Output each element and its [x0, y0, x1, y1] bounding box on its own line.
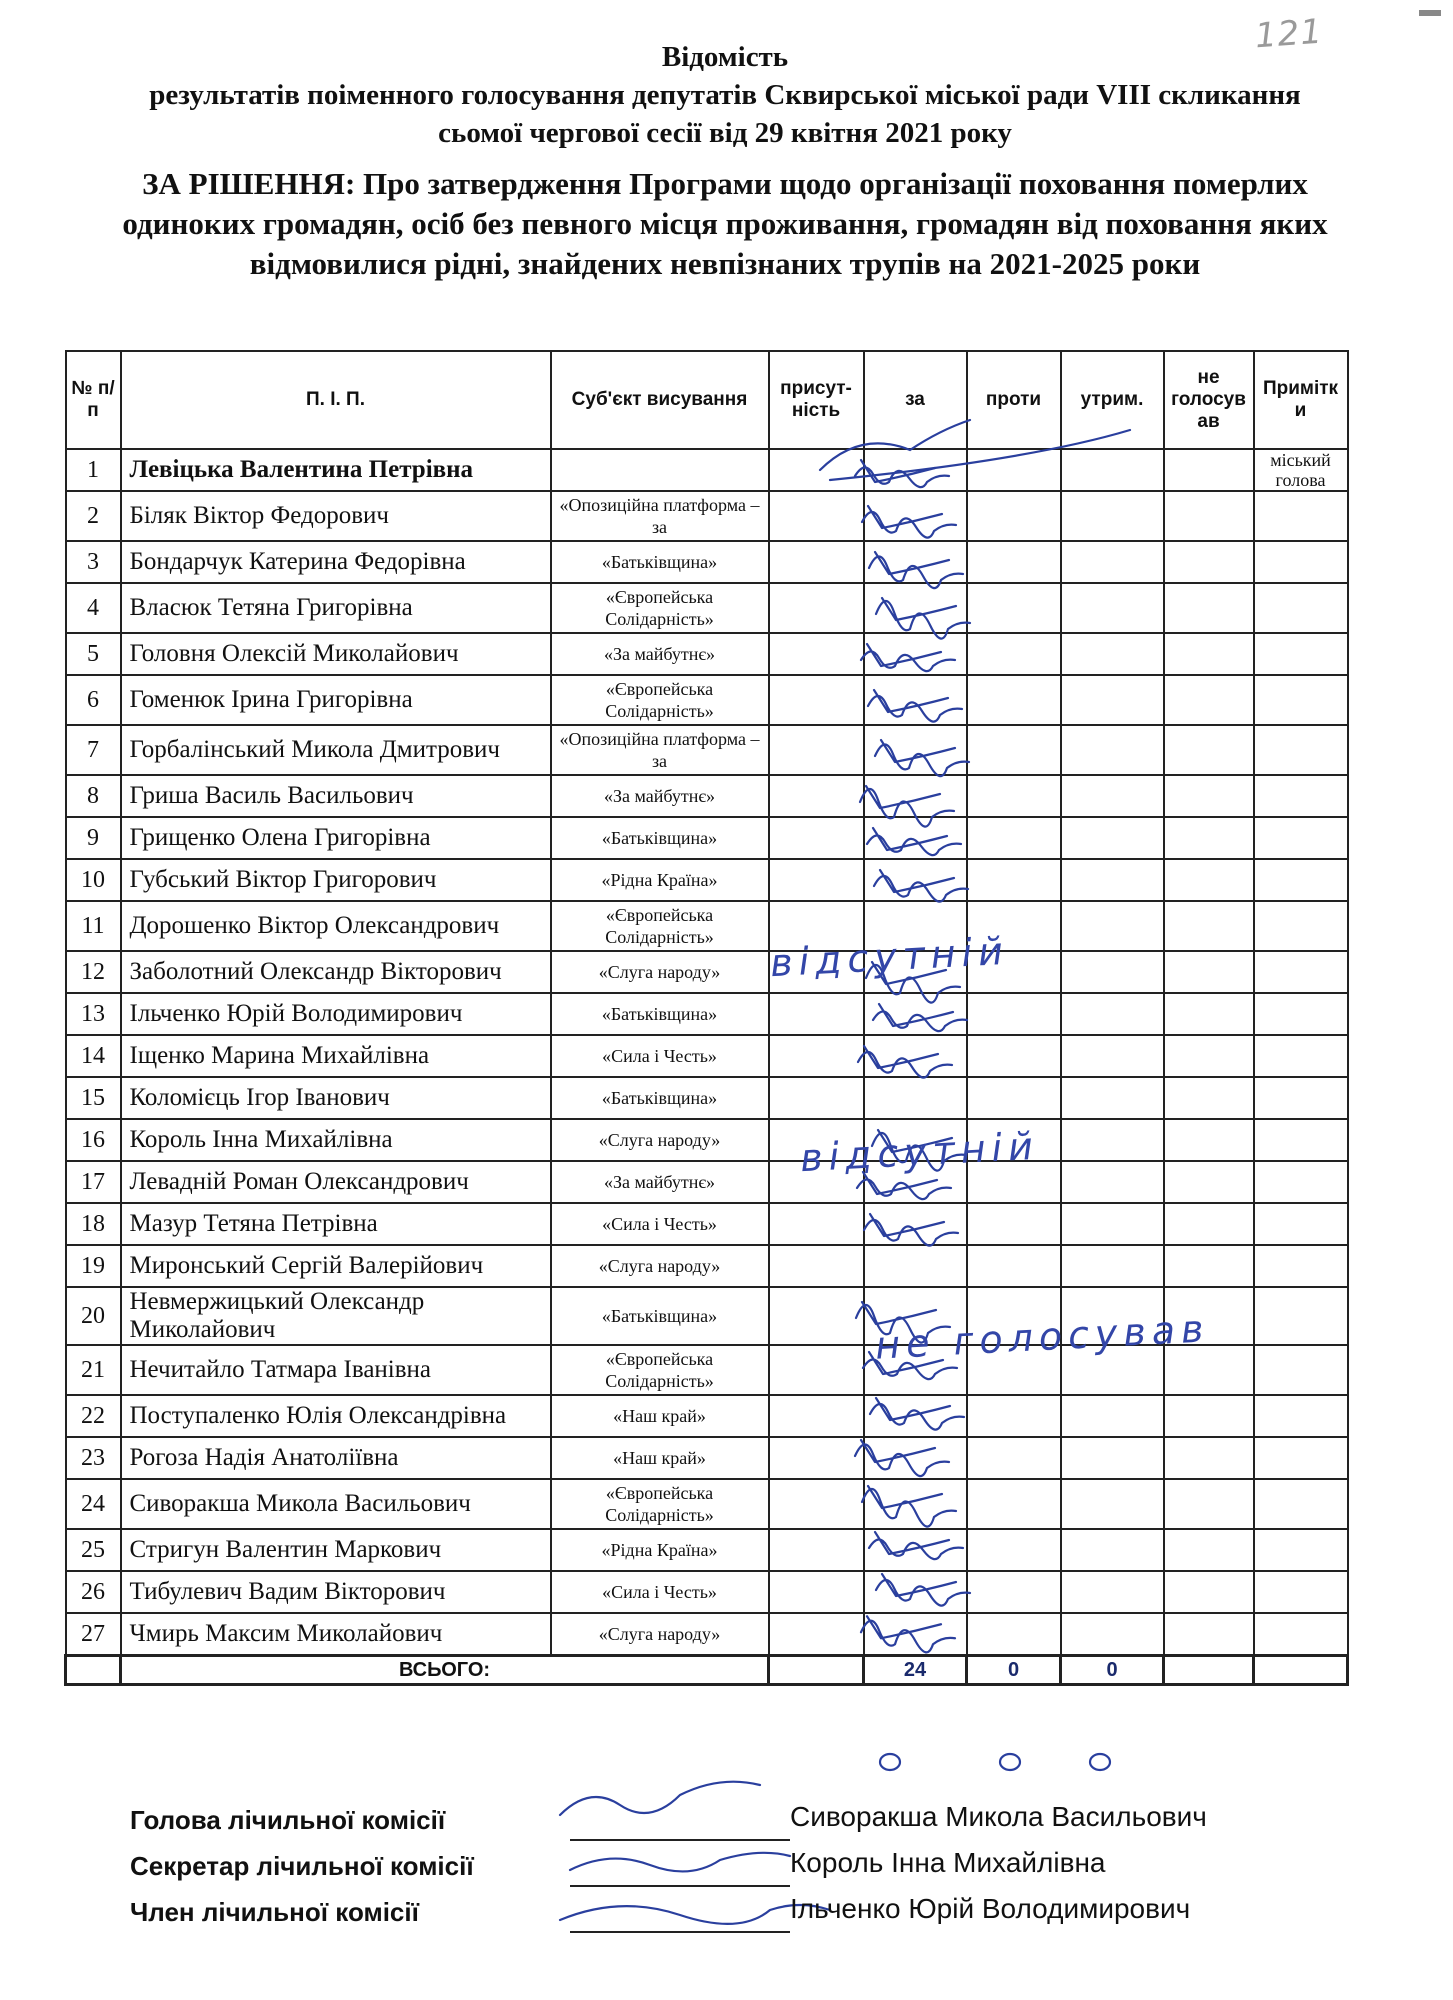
present-cell	[769, 491, 864, 541]
not-voted-cell	[1164, 583, 1254, 633]
deputy-name: Рогоза Надія Анатоліївна	[121, 1437, 551, 1479]
vote-abstain-cell	[1061, 1571, 1164, 1613]
present-cell	[769, 725, 864, 775]
header-note: Примітк и	[1254, 351, 1348, 449]
handwritten-not-voted-19: не голосував	[874, 1306, 1211, 1368]
note-cell	[1254, 675, 1348, 725]
not-voted-cell	[1164, 1345, 1254, 1395]
vote-against-cell	[967, 1395, 1061, 1437]
row-number: 27	[66, 1613, 121, 1656]
vote-for-cell	[864, 675, 967, 725]
vote-abstain-cell	[1061, 491, 1164, 541]
vote-abstain-cell	[1061, 1077, 1164, 1119]
commission-head-row	[130, 1801, 1330, 1851]
row-number: 25	[66, 1529, 121, 1571]
table-row	[66, 1245, 1348, 1287]
present-cell	[769, 541, 864, 583]
total-empty	[66, 1656, 121, 1685]
party-name: «Батьківщина»	[551, 817, 769, 859]
deputy-name: Мазур Тетяна Петрівна	[121, 1203, 551, 1245]
signature-line	[570, 1931, 790, 1933]
present-cell	[769, 675, 864, 725]
header-for: за	[864, 351, 967, 449]
not-voted-cell	[1164, 817, 1254, 859]
row-number: 17	[66, 1161, 121, 1203]
total-not-voted	[1164, 1656, 1254, 1685]
not-voted-cell	[1164, 859, 1254, 901]
vote-for-cell	[864, 541, 967, 583]
vote-for-cell	[864, 775, 967, 817]
table-row	[66, 1571, 1348, 1613]
row-number: 15	[66, 1077, 121, 1119]
vote-against-cell	[967, 725, 1061, 775]
present-cell	[769, 633, 864, 675]
vote-for-cell	[864, 725, 967, 775]
row-number: 18	[66, 1203, 121, 1245]
table-row	[66, 951, 1348, 993]
party-name: «Європейська Солідарність»	[551, 1345, 769, 1395]
row-number: 22	[66, 1395, 121, 1437]
deputy-name: Миронський Сергій Валерійович	[121, 1245, 551, 1287]
party-name: «Батьківщина»	[551, 1287, 769, 1345]
vote-against-cell	[967, 1035, 1061, 1077]
voting-table	[64, 350, 1349, 1686]
vote-abstain-cell	[1061, 583, 1164, 633]
not-voted-cell	[1164, 1395, 1254, 1437]
vote-abstain-cell	[1061, 725, 1164, 775]
deputy-name: Король Інна Михайлівна	[121, 1119, 551, 1161]
decision-line-3: відмовилися рідні, знайдених невпізнаних трупів на 2021-2025 роки	[249, 246, 1201, 281]
deputy-name: Дорошенко Віктор Олександрович	[121, 901, 551, 951]
table-row	[66, 817, 1348, 859]
row-number: 13	[66, 993, 121, 1035]
note-cell	[1254, 775, 1348, 817]
present-cell	[769, 1613, 864, 1656]
vote-for-cell	[864, 1035, 967, 1077]
deputy-name: Левіцька Валентина Петрівна	[121, 449, 551, 491]
decision-line-1: ЗА РІШЕННЯ: Про затвердження Програми щодо організації поховання померлих	[142, 166, 1308, 201]
document-header	[60, 38, 1390, 284]
vote-for-cell	[864, 1529, 967, 1571]
not-voted-cell	[1164, 901, 1254, 951]
deputy-name: Левадній Роман Олександрович	[121, 1161, 551, 1203]
vote-against-cell	[967, 449, 1061, 491]
present-cell	[769, 775, 864, 817]
deputy-name: Гоменюк Ірина Григорівна	[121, 675, 551, 725]
title-line-2: результатів поіменного голосування депутатів Сквирської міської ради VIII скликання	[149, 79, 1301, 111]
vote-against-cell	[967, 1613, 1061, 1656]
handwritten-absent-15: відсутній	[799, 1123, 1040, 1181]
party-name: «Опозиційна платформа – за	[551, 725, 769, 775]
present-cell	[769, 859, 864, 901]
vote-for-cell	[864, 859, 967, 901]
row-number: 23	[66, 1437, 121, 1479]
total-note	[1254, 1656, 1348, 1685]
not-voted-cell	[1164, 1437, 1254, 1479]
vote-against-cell	[967, 1479, 1061, 1529]
note-cell	[1254, 1479, 1348, 1529]
not-voted-cell	[1164, 1203, 1254, 1245]
not-voted-cell	[1164, 1479, 1254, 1529]
table-row	[66, 901, 1348, 951]
deputy-name: Тибулевич Вадим Вікторович	[121, 1571, 551, 1613]
deputy-name: Біляк Віктор Федорович	[121, 491, 551, 541]
note-cell	[1254, 1529, 1348, 1571]
vote-against-cell	[967, 1203, 1061, 1245]
vote-for-cell	[864, 449, 967, 491]
table-header-row	[66, 351, 1348, 449]
table-row	[66, 1077, 1348, 1119]
vote-abstain-cell	[1061, 1613, 1164, 1656]
deputy-name: Губський Віктор Григорович	[121, 859, 551, 901]
header-against: проти	[967, 351, 1061, 449]
row-number: 24	[66, 1479, 121, 1529]
party-name: «За майбутнє»	[551, 1161, 769, 1203]
vote-against-cell	[967, 775, 1061, 817]
vote-abstain-cell	[1061, 1529, 1164, 1571]
party-name: «Рідна Країна»	[551, 1529, 769, 1571]
present-cell	[769, 1395, 864, 1437]
row-number: 14	[66, 1035, 121, 1077]
title-line-1: Відомість	[661, 41, 789, 73]
party-name: «Наш край»	[551, 1437, 769, 1479]
handwritten-signature	[880, 1754, 1110, 1770]
note-cell	[1254, 859, 1348, 901]
present-cell	[769, 1479, 864, 1529]
decision-line-2: одиноких громадян, осіб без певного місця проживання, громадян від поховання яких	[122, 206, 1328, 241]
row-number: 3	[66, 541, 121, 583]
note-cell	[1254, 725, 1348, 775]
table-row	[66, 1479, 1348, 1529]
row-number: 12	[66, 951, 121, 993]
party-name: «Опозиційна платформа – за	[551, 491, 769, 541]
note-cell	[1254, 1245, 1348, 1287]
vote-against-cell	[967, 1529, 1061, 1571]
note-cell	[1254, 1077, 1348, 1119]
party-name: «Рідна Країна»	[551, 859, 769, 901]
vote-abstain-cell	[1061, 1437, 1164, 1479]
party-name	[551, 449, 769, 491]
note-cell	[1254, 1613, 1348, 1656]
table-row	[66, 675, 1348, 725]
not-voted-cell	[1164, 541, 1254, 583]
header-present: присут-ність	[769, 351, 864, 449]
deputy-name: Головня Олексій Миколайович	[121, 633, 551, 675]
present-cell	[769, 1437, 864, 1479]
not-voted-cell	[1164, 1035, 1254, 1077]
deputy-name: Горбалінський Микола Дмитрович	[121, 725, 551, 775]
table-row	[66, 1035, 1348, 1077]
party-name: «Європейська Солідарність»	[551, 901, 769, 951]
table-row	[66, 1161, 1348, 1203]
vote-abstain-cell	[1061, 541, 1164, 583]
commission-head-name: Сиворакша Микола Васильович	[790, 1801, 1207, 1832]
row-number: 10	[66, 859, 121, 901]
vote-abstain-cell	[1061, 1245, 1164, 1287]
table-row	[66, 1437, 1348, 1479]
present-cell	[769, 1345, 864, 1395]
note-cell	[1254, 583, 1348, 633]
note-cell	[1254, 1161, 1348, 1203]
present-cell	[769, 1245, 864, 1287]
party-name: «Сила і Честь»	[551, 1203, 769, 1245]
row-number: 5	[66, 633, 121, 675]
deputy-name: Коломієць Ігор Іванович	[121, 1077, 551, 1119]
note-cell	[1254, 491, 1348, 541]
deputy-name: Гриша Василь Васильович	[121, 775, 551, 817]
deputy-name: Сиворакша Микола Васильович	[121, 1479, 551, 1529]
deputy-name: Невмержицький Олександр Миколайович	[121, 1287, 551, 1345]
vote-abstain-cell	[1061, 1119, 1164, 1161]
row-number: 2	[66, 491, 121, 541]
present-cell	[769, 1203, 864, 1245]
table-row	[66, 775, 1348, 817]
vote-against-cell	[967, 541, 1061, 583]
vote-against-cell	[967, 491, 1061, 541]
row-number: 7	[66, 725, 121, 775]
not-voted-cell	[1164, 675, 1254, 725]
note-cell: міський голова	[1254, 449, 1348, 491]
vote-abstain-cell	[1061, 817, 1164, 859]
vote-against-cell	[967, 1077, 1061, 1119]
table-row	[66, 993, 1348, 1035]
header-not-voted: не голосув ав	[1164, 351, 1254, 449]
note-cell	[1254, 1035, 1348, 1077]
row-number: 20	[66, 1287, 121, 1345]
party-name: «Слуга народу»	[551, 951, 769, 993]
vote-for-cell	[864, 817, 967, 859]
counting-commission	[130, 1801, 1330, 1943]
not-voted-cell	[1164, 633, 1254, 675]
commission-head-role: Голова лічильної комісії	[130, 1805, 446, 1835]
not-voted-cell	[1164, 951, 1254, 993]
not-voted-cell	[1164, 725, 1254, 775]
vote-abstain-cell	[1061, 775, 1164, 817]
deputy-name: Грищенко Олена Григорівна	[121, 817, 551, 859]
commission-member-row	[130, 1893, 1330, 1943]
present-cell	[769, 993, 864, 1035]
vote-abstain-cell	[1061, 675, 1164, 725]
vote-against-cell	[967, 633, 1061, 675]
note-cell	[1254, 993, 1348, 1035]
total-abstain: 0	[1061, 1656, 1164, 1685]
vote-against-cell	[967, 993, 1061, 1035]
table-row	[66, 1119, 1348, 1161]
row-number: 8	[66, 775, 121, 817]
deputy-name: Нечитайло Татмара Іванівна	[121, 1345, 551, 1395]
row-number: 4	[66, 583, 121, 633]
vote-for-cell	[864, 1203, 967, 1245]
not-voted-cell	[1164, 491, 1254, 541]
not-voted-cell	[1164, 1245, 1254, 1287]
vote-for-cell	[864, 1571, 967, 1613]
vote-for-cell	[864, 1437, 967, 1479]
commission-secretary-name: Король Інна Михайлівна	[790, 1847, 1106, 1878]
page-number: 121	[1253, 11, 1325, 57]
vote-against-cell	[967, 1437, 1061, 1479]
not-voted-cell	[1164, 1613, 1254, 1656]
deputy-name: Чмирь Максим Миколайович	[121, 1613, 551, 1656]
party-name: «Батьківщина»	[551, 1077, 769, 1119]
vote-abstain-cell	[1061, 1479, 1164, 1529]
vote-abstain-cell	[1061, 1035, 1164, 1077]
vote-against-cell	[967, 859, 1061, 901]
deputy-name: Іщенко Марина Михайлівна	[121, 1035, 551, 1077]
table-row	[66, 1203, 1348, 1245]
vote-for-cell	[864, 1395, 967, 1437]
party-name: «Слуга народу»	[551, 1613, 769, 1656]
present-cell	[769, 1077, 864, 1119]
vote-abstain-cell	[1061, 901, 1164, 951]
row-number: 1	[66, 449, 121, 491]
not-voted-cell	[1164, 775, 1254, 817]
present-cell	[769, 1529, 864, 1571]
vote-abstain-cell	[1061, 1395, 1164, 1437]
party-name: «Європейська Солідарність»	[551, 675, 769, 725]
party-name: «За майбутнє»	[551, 633, 769, 675]
row-number: 9	[66, 817, 121, 859]
signature-line	[570, 1839, 790, 1841]
party-name: «Сила і Честь»	[551, 1571, 769, 1613]
deputy-name: Поступаленко Юлія Олександрівна	[121, 1395, 551, 1437]
note-cell	[1254, 1119, 1348, 1161]
header-num: № п/п	[66, 351, 121, 449]
not-voted-cell	[1164, 449, 1254, 491]
total-present	[769, 1656, 864, 1685]
party-name: «Батьківщина»	[551, 541, 769, 583]
vote-for-cell	[864, 633, 967, 675]
vote-abstain-cell	[1061, 1161, 1164, 1203]
note-cell	[1254, 1395, 1348, 1437]
party-name: «Слуга народу»	[551, 1119, 769, 1161]
party-name: «Сила і Честь»	[551, 1035, 769, 1077]
vote-abstain-cell	[1061, 633, 1164, 675]
deputy-name: Ільченко Юрій Володимирович	[121, 993, 551, 1035]
note-cell	[1254, 541, 1348, 583]
party-name: «За майбутнє»	[551, 775, 769, 817]
commission-member-role: Член лічильної комісії	[130, 1897, 419, 1927]
table-row	[66, 859, 1348, 901]
vote-against-cell	[967, 583, 1061, 633]
present-cell	[769, 1571, 864, 1613]
signature-line	[570, 1885, 790, 1887]
total-for: 24	[864, 1656, 967, 1685]
not-voted-cell	[1164, 1119, 1254, 1161]
vote-for-cell	[864, 491, 967, 541]
vote-for-cell	[864, 1077, 967, 1119]
present-cell	[769, 1035, 864, 1077]
present-cell	[769, 583, 864, 633]
table-row	[66, 1529, 1348, 1571]
vote-abstain-cell	[1061, 1203, 1164, 1245]
vote-for-cell	[864, 1245, 967, 1287]
vote-abstain-cell	[1061, 993, 1164, 1035]
table-row	[66, 449, 1348, 491]
row-number: 26	[66, 1571, 121, 1613]
row-number: 16	[66, 1119, 121, 1161]
party-name: «Наш край»	[551, 1395, 769, 1437]
not-voted-cell	[1164, 1161, 1254, 1203]
handwritten-absent-11: відсутній	[769, 928, 1010, 986]
party-name: «Європейська Солідарність»	[551, 1479, 769, 1529]
party-name: «Слуга народу»	[551, 1245, 769, 1287]
header-abstain: утрим.	[1061, 351, 1164, 449]
deputy-name: Заболотний Олександр Вікторович	[121, 951, 551, 993]
total-row	[66, 1656, 1348, 1685]
table-row	[66, 491, 1348, 541]
commission-member-name: Ільченко Юрій Володимирович	[790, 1893, 1191, 1924]
scan-mark	[1419, 10, 1441, 16]
party-name: «Батьківщина»	[551, 993, 769, 1035]
deputy-name: Стригун Валентин Маркович	[121, 1529, 551, 1571]
vote-for-cell	[864, 1613, 967, 1656]
total-label: ВСЬОГО:	[121, 1656, 769, 1685]
table-row	[66, 583, 1348, 633]
not-voted-cell	[1164, 1529, 1254, 1571]
deputy-name: Власюк Тетяна Григорівна	[121, 583, 551, 633]
row-number: 6	[66, 675, 121, 725]
vote-abstain-cell	[1061, 449, 1164, 491]
table-row	[66, 1395, 1348, 1437]
table-row	[66, 725, 1348, 775]
row-number: 21	[66, 1345, 121, 1395]
note-cell	[1254, 633, 1348, 675]
vote-against-cell	[967, 675, 1061, 725]
note-cell	[1254, 1437, 1348, 1479]
vote-abstain-cell	[1061, 859, 1164, 901]
present-cell	[769, 449, 864, 491]
voting-table-wrapper	[64, 350, 1346, 1686]
title-line-3: сьомої чергової сесії від 29 квітня 2021 року	[438, 117, 1012, 149]
vote-for-cell	[864, 993, 967, 1035]
present-cell	[769, 817, 864, 859]
note-cell	[1254, 901, 1348, 951]
commission-secretary-role: Секретар лічильної комісії	[130, 1851, 474, 1881]
vote-against-cell	[967, 1245, 1061, 1287]
vote-abstain-cell	[1061, 951, 1164, 993]
party-name: «Європейська Солідарність»	[551, 583, 769, 633]
vote-for-cell	[864, 583, 967, 633]
present-cell	[769, 1287, 864, 1345]
note-cell	[1254, 951, 1348, 993]
total-against: 0	[967, 1656, 1061, 1685]
header-name: П. І. П.	[121, 351, 551, 449]
note-cell	[1254, 1203, 1348, 1245]
table-row	[66, 541, 1348, 583]
not-voted-cell	[1164, 1571, 1254, 1613]
note-cell	[1254, 1345, 1348, 1395]
table-row	[66, 633, 1348, 675]
row-number: 11	[66, 901, 121, 951]
note-cell	[1254, 1287, 1348, 1345]
vote-against-cell	[967, 1571, 1061, 1613]
table-body	[66, 449, 1348, 1685]
header-party: Суб'єкт висування	[551, 351, 769, 449]
row-number: 19	[66, 1245, 121, 1287]
deputy-name: Бондарчук Катерина Федорівна	[121, 541, 551, 583]
vote-for-cell	[864, 1479, 967, 1529]
note-cell	[1254, 817, 1348, 859]
vote-against-cell	[967, 817, 1061, 859]
not-voted-cell	[1164, 1077, 1254, 1119]
table-row	[66, 1613, 1348, 1656]
decision-block	[60, 164, 1390, 284]
not-voted-cell	[1164, 993, 1254, 1035]
commission-secretary-row	[130, 1847, 1330, 1897]
note-cell	[1254, 1571, 1348, 1613]
